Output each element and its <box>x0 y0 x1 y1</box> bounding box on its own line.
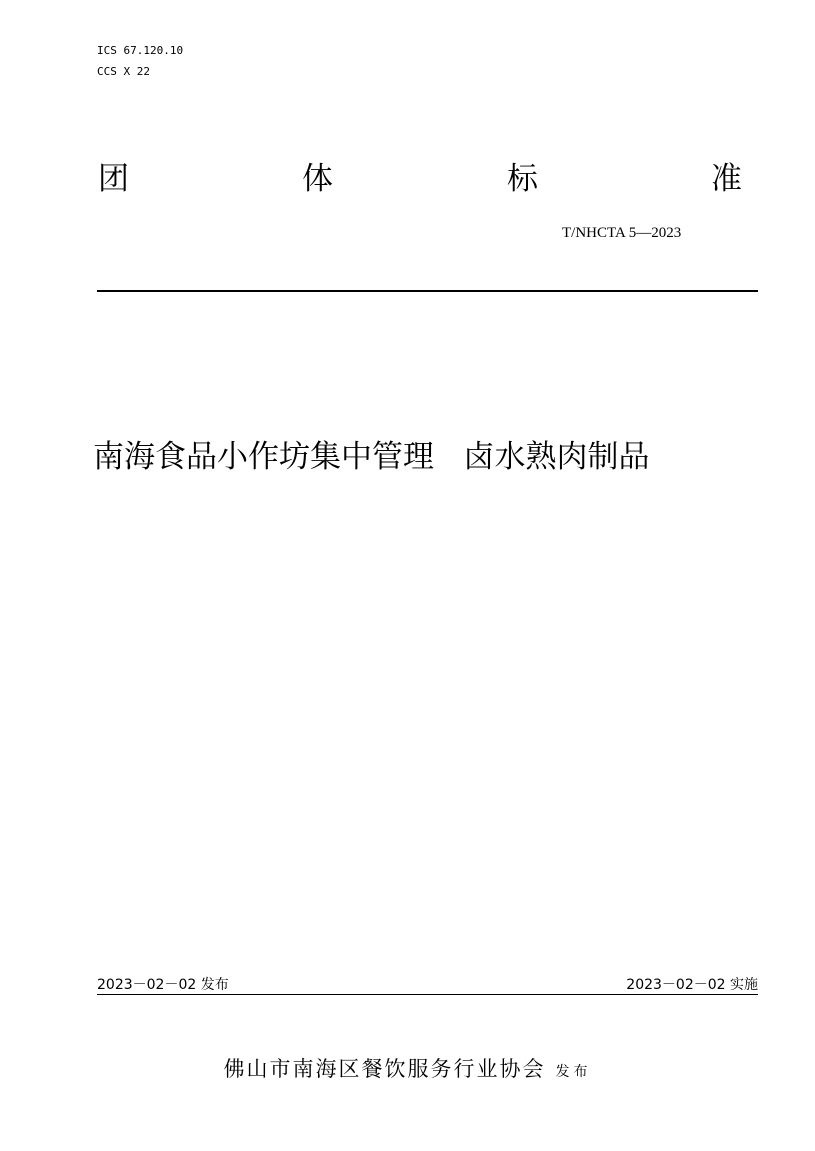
issue-label: 发布 <box>555 1064 592 1080</box>
top-divider <box>97 290 758 292</box>
standard-type-char-4: 准 <box>711 161 742 197</box>
document-title: 南海食品小作坊集中管理 卤水熟肉制品 <box>93 439 650 475</box>
standard-type-char-3: 标 <box>507 161 538 197</box>
standard-type-char-1: 团 <box>98 161 129 197</box>
ics-code: ICS 67.120.10 <box>97 44 184 57</box>
standard-number: T/NHCTA 5—2023 <box>562 225 682 241</box>
ccs-code: CCS X 22 <box>97 65 150 78</box>
publish-date: 2023－02－02 发布 <box>97 977 229 993</box>
bottom-divider <box>97 994 758 995</box>
issuer-name: 佛山市南海区餐饮服务行业协会 <box>223 1057 546 1081</box>
implement-date: 2023－02－02 实施 <box>626 977 758 993</box>
standard-type-char-2: 体 <box>302 161 333 197</box>
issuer-line <box>0 1053 815 1083</box>
